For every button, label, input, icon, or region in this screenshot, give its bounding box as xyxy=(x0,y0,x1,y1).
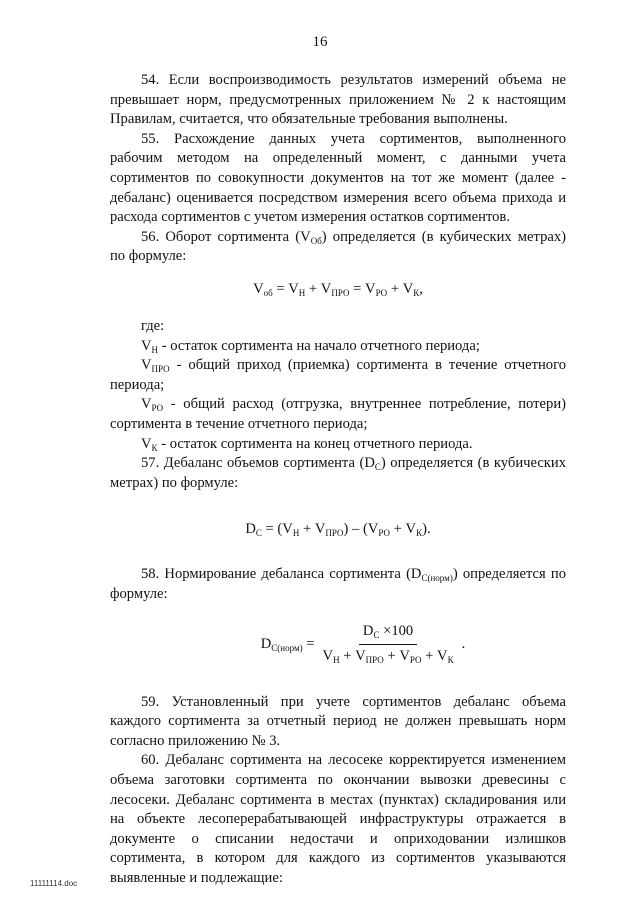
file-name-footer: 11111114.doc xyxy=(30,879,78,888)
definition-vk: $V_К$ - остаток сортимента на конец отчетного периода. xyxy=(141,435,473,453)
fraction-denominator: $V_Н + V_{ПРО} + V_{РО} + V_К$ xyxy=(322,648,454,666)
definition-vn: $V_Н$ - остаток сортимента на начало отчетного периода; xyxy=(141,337,480,355)
formula-turnover: $V_{об} = V_Н + V_{ПРО} = V_{РО} + V_К$, xyxy=(253,280,423,298)
paragraph-58: 58. Нормирование дебаланса сортимента $(D_{С(норм)})$ определяется по формуле: xyxy=(110,566,566,602)
definition-vro: $V_{РО}$ - общий расход (отгрузка, внутреннее потребление, потери) сортимента в течение отчетного периода; xyxy=(110,396,566,432)
paragraph-55: 55. Расхождение данных учета сортиментов, выполненного рабочим методом на определенный момент, с данными учета сортиментов по совокупности документов на тот же момент (далее - дебаланс) оценивается посредством измерения всего объема прихода и расхода сортиментов с учетом измерения остатков сортиментов. xyxy=(110,130,566,226)
formula-imbalance: $D_С = (V_Н + V_{ПРО}) - (V_{РО} + V_К)$. xyxy=(245,521,431,539)
fraction xyxy=(319,622,458,666)
paragraph-60: 60. Дебаланс сортимента на лесосеке корректируется изменением объема заготовки сортимента по окончании вывозки древесины с лесосеки. Дебаланс сортимента в местах (пунктах) складирования или на объекте лесоперерабатывающей инфраструктуры отражается в документе о списании недостачи и оприходовании излишков сортимента, в котором для каждого из сортиментов указываются выявленные и подлежащие: xyxy=(110,752,566,886)
definition-vpro: $V_{ПРО}$ - общий приход (приемка) сортимента в течение отчетного периода; xyxy=(110,357,566,393)
formula-normalized-imbalance xyxy=(160,622,566,666)
paragraph-54: 54. Если воспроизводимость результатов измерений объема не превышает норм, предусмотренных приложением № 2 к настоящим Правилам, считается, что обязательные требования выполнены. xyxy=(110,72,566,128)
formula-end: . xyxy=(461,635,466,652)
paragraph-56: 56. Оборот сортимента $(V_{Об})$ определяется (в кубических метрах) по формуле: xyxy=(110,228,567,265)
paragraph-57: 57. Дебаланс объемов сортимента $(D_С)$ определяется (в кубических метрах) по формуле: xyxy=(110,455,566,491)
fraction-numerator: $D_С \times 100$ xyxy=(359,622,417,645)
page-number: 16 xyxy=(312,34,328,50)
document-body xyxy=(110,71,566,889)
paragraph-59: 59. Установленный при учете сортиментов дебаланс объема каждого сортимента за отчетный период не должен превышать норм согласно приложению № 3. xyxy=(110,693,566,749)
formula-lhs: $D_{С(норм)}$ = xyxy=(260,635,315,653)
where-label: где: xyxy=(141,317,165,334)
